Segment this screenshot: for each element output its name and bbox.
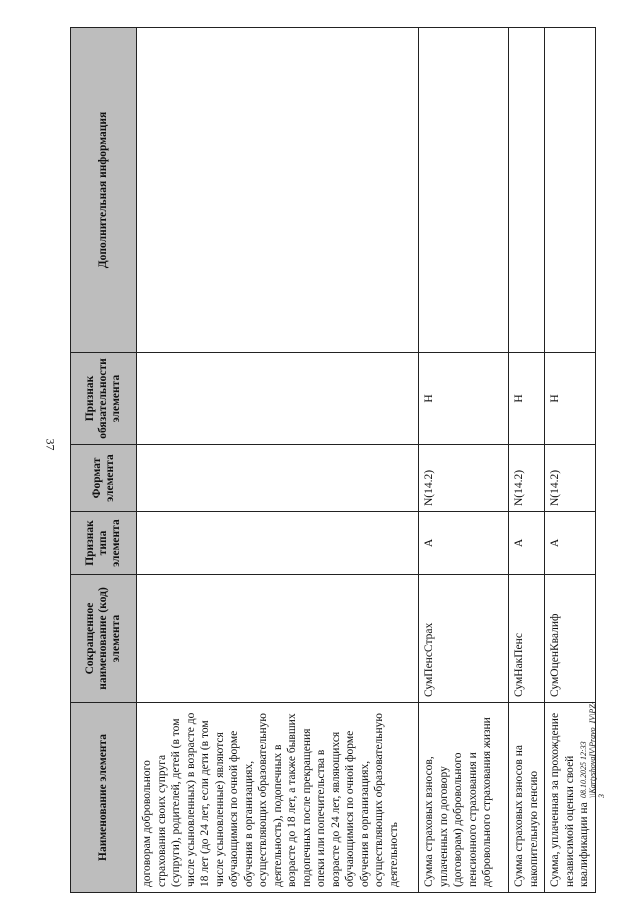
footer-date: 08.10.2025 12:33 [579,741,588,798]
table-header-row [71,28,137,893]
cell-short-name [137,575,419,703]
cell-format: N(14.2) [509,445,545,512]
cell-extra-info [509,28,545,353]
elements-table [70,27,596,893]
cell-short-name: СумНакПенс [509,575,545,703]
table-row [419,28,509,893]
cell-type-flag [137,512,419,575]
cell-short-name: СумОценКвалиф [545,575,596,703]
header-required-flag: Признак обязательности элемента [71,353,137,445]
cell-format: N(14.2) [545,445,596,512]
cell-type-flag: А [545,512,596,575]
cell-name: договорам добровольного страхования своих супруга (супруги), родителей, детей (в том числе усыновленных) в возрасте до 18 лет (до 24 лет, если дети (в том числе усыновленные) являются обучающимися по очной форме обучения в организациях, осуществляющих образовательную деятельность), подопечных в возрасте до 18 лет, а также бывших подопечных после прекращения опеки или попечительства в возрасте до 24 лет, являющихся обучающимися по очной форме обучения в организациях, осуществляющих образовательную деятельность [137,703,419,893]
cell-format: N(14.2) [419,445,509,512]
cell-extra-info [419,28,509,353]
table-row [137,28,419,893]
cell-short-name: СумПенсСтрах [419,575,509,703]
page-number: 37 [43,438,58,451]
cell-name: Сумма, уплаченная за прохождение независимой оценки своей квалификации на [545,703,596,893]
header-name: Наименование элемента [71,703,137,893]
footer-code: \\KartyshovaIV\Pravo_IV\PZ-3 [588,701,606,798]
header-type-flag: Признак типа элемента [71,512,137,575]
cell-extra-info [137,28,419,353]
cell-format [137,445,419,512]
cell-extra-info [545,28,596,353]
table-row [509,28,545,893]
cell-required-flag: Н [419,353,509,445]
header-short-name: Сокращенное наименование (код) элемента [71,575,137,703]
cell-type-flag: А [419,512,509,575]
header-format: Формат элемента [71,445,137,512]
cell-name: Сумма страховых взносов на накопительную пенсию [509,703,545,893]
cell-required-flag: Н [509,353,545,445]
header-extra-info: Дополнительная информация [71,28,137,353]
document-footer [579,702,606,798]
cell-name: Сумма страховых взносов, уплаченных по договору (договорам) добровольного пенсионного страхования и добровольного страхования жизни [419,703,509,893]
cell-required-flag [137,353,419,445]
cell-required-flag: Н [545,353,596,445]
cell-type-flag: А [509,512,545,575]
